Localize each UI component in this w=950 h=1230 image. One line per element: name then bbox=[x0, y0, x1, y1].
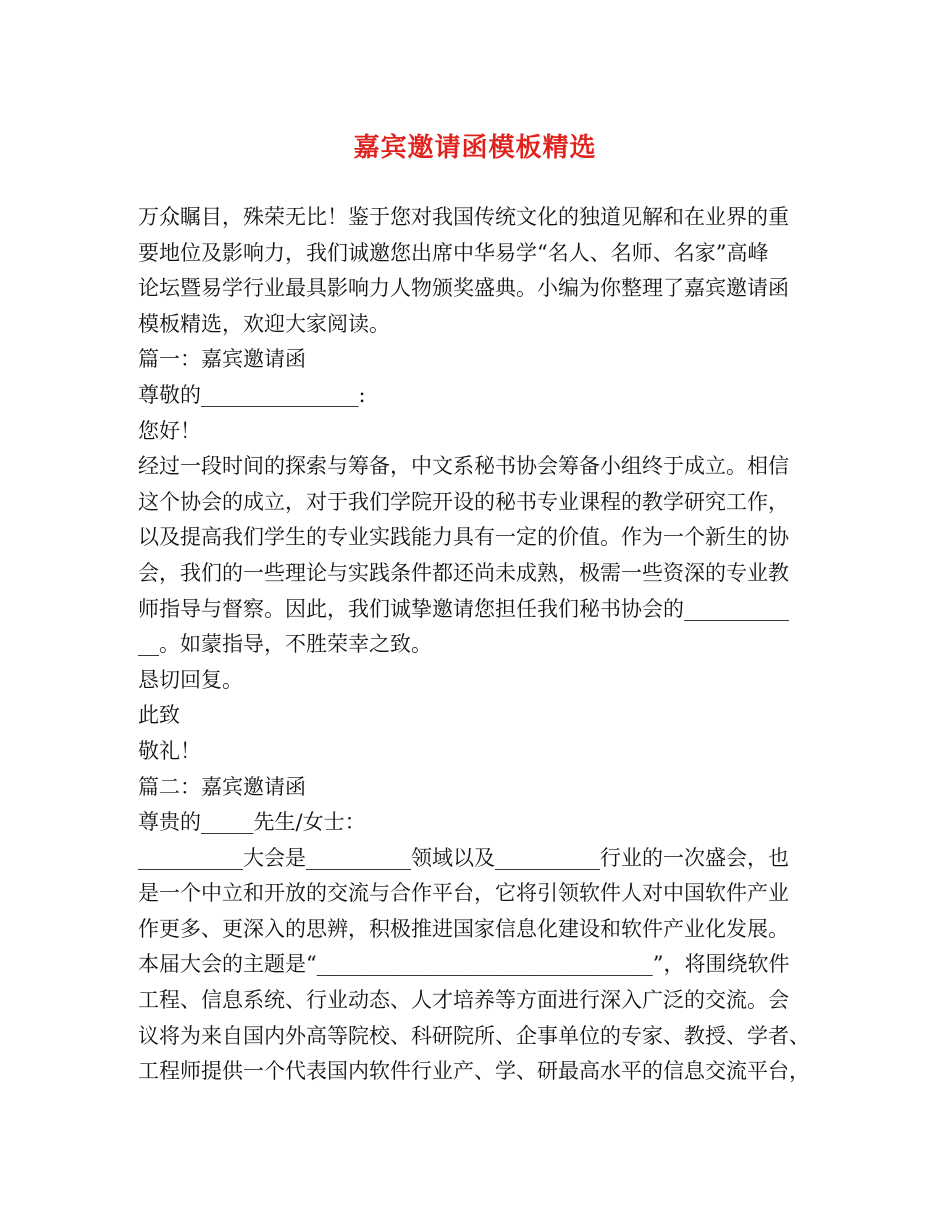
body-line: 经过一段时间的探索与筹备，中文系秘书协会筹备小组终于成立。相信 bbox=[138, 454, 789, 479]
body-line: 论坛暨易学行业最具影响力人物颁奖盛典。小编为你整理了嘉宾邀请函 bbox=[138, 276, 789, 301]
document-body bbox=[138, 200, 828, 1090]
body-line: 是一个中立和开放的交流与合作平台，它将引领软件人对中国软件产业 bbox=[138, 881, 789, 906]
body-line: 议将为来自国内外高等院校、科研院所、企事单位的专家、教授、学者、 bbox=[138, 1023, 810, 1048]
document-title: 嘉宾邀请函模板精选 bbox=[353, 133, 597, 163]
greeting: 您好！ bbox=[138, 418, 201, 443]
salutation: 尊贵的_____先生/女士： bbox=[138, 810, 366, 835]
body-line: 工程师提供一个代表国内软件行业产、学、研最高水平的信息交流平台， bbox=[138, 1059, 810, 1084]
body-line: 要地位及影响力，我们诚邀您出席中华易学“名人、名师、名家”高峰 bbox=[138, 240, 769, 265]
body-line: 工程、信息系统、行业动态、人才培养等方面进行深入广泛的交流。会 bbox=[138, 988, 789, 1013]
body-line: __。如蒙指导，不胜荣幸之致。 bbox=[138, 632, 432, 657]
body-line: 模板精选，欢迎大家阅读。 bbox=[138, 311, 390, 336]
body-line: 万众瞩目，殊荣无比！鉴于您对我国传统文化的独道见解和在业界的重 bbox=[138, 205, 789, 229]
body-line: 这个协会的成立，对于我们学院开设的秘书专业课程的教学研究工作， bbox=[138, 489, 789, 514]
salutation: 尊敬的_______________: bbox=[138, 382, 366, 407]
closing-line: 恳切回复。 bbox=[138, 667, 243, 692]
body-line: 以及提高我们学生的专业实践能力具有一定的价值。作为一个新生的协 bbox=[138, 525, 789, 550]
section-heading-1: 篇一：嘉宾邀请函 bbox=[138, 347, 306, 372]
body-line: __________大会是__________领域以及__________行业的一次盛会，也 bbox=[138, 845, 789, 870]
closing-line: 此致 bbox=[138, 703, 180, 728]
body-line: 作更多、更深入的思辨，积极推进国家信息化建设和软件产业化发展。 bbox=[138, 916, 789, 941]
section-heading-2: 篇二：嘉宾邀请函 bbox=[138, 774, 306, 799]
closing-line: 敬礼！ bbox=[138, 738, 201, 763]
body-line: 师指导与督察。因此，我们诚挚邀请您担任我们秘书协会的__________ bbox=[138, 596, 789, 621]
body-line: 本届大会的主题是“________________________________”，将围绕软件 bbox=[138, 952, 790, 977]
body-line: 会，我们的一些理论与实践条件都还尚未成熟，极需一些资深的专业教 bbox=[138, 560, 789, 585]
